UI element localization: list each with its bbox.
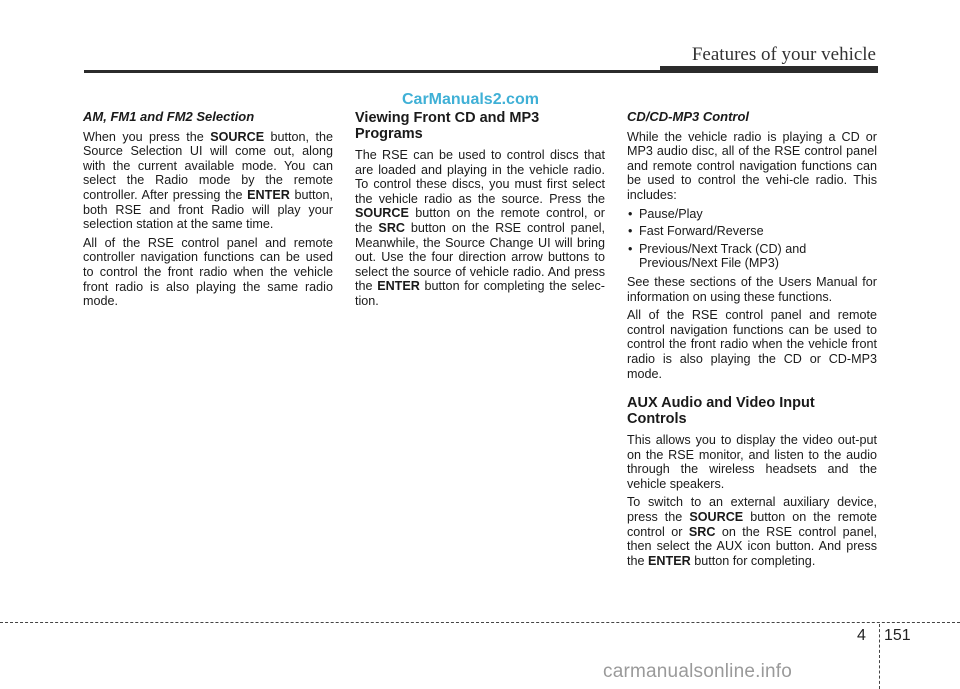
page-number: 151 — [884, 627, 911, 644]
footer-divider — [879, 624, 880, 689]
footer-rule — [0, 622, 960, 623]
section-heading-cd-control: CD/CD-MP3 Control — [627, 109, 750, 124]
list-item: • Fast Forward/Reverse — [627, 224, 877, 239]
paragraph-source-selection: When you press the SOURCE button, the Source Selection UI will come out, along with the current available mode. You can select the Radio mode by the remote controller. After pressing the ENTER button, both RSE and front Radio will play your selection station at the same time. — [83, 129, 333, 232]
paragraph-aux-display: This allows you to display the video out-put on the RSE monitor, and listen to the audio through the wireless headsets and the vehicle speakers. — [627, 433, 877, 491]
section-heading-am-fm: AM, FM1 and FM2 Selection — [83, 109, 255, 124]
section-heading-cd-mp3: Viewing Front CD and MP3 Programs — [355, 110, 540, 142]
watermark-top: CarManuals2.com — [402, 91, 539, 108]
paragraph-control-discs: The RSE can be used to control discs that are loaded and playing in the vehicle radio. To control these discs, you must first select the vehicle radio as the source. Press the SOURCE button on the remote control, or the SRC button on the RSE control panel, Meanwhile, the Source Change UI will bring out. Use the four direction arrow buttons to select the source of vehicle radio. And press the ENTER button for completing the selec-tion. — [355, 148, 605, 308]
list-item: • Previous/Next Track (CD) and Previous/Next File (MP3) — [627, 242, 877, 271]
header-title: Features of your vehicle — [691, 44, 876, 65]
column-right — [627, 110, 877, 572]
paragraph-front-radio-cd: All of the RSE control panel and remote control navigation functions can be used to control the front radio when the vehicle front radio is also playing the CD or CD-MP3 mode. — [627, 308, 877, 381]
column-middle — [355, 110, 605, 313]
header-rule-thick — [660, 66, 878, 73]
chapter-number: 4 — [857, 627, 866, 644]
header-rule — [84, 70, 660, 73]
paragraph-users-manual: See these sections of the Users Manual for information on using these functions. — [627, 274, 877, 304]
function-list — [627, 207, 877, 271]
paragraph-aux-switch: To switch to an external auxiliary device, press the SOURCE button on the remote control or SRC on the RSE control panel, then select the AUX icon button. And press the ENTER button for completing. — [627, 495, 877, 568]
paragraph-front-radio: All of the RSE control panel and remote controller navigation functions can be used to control the front radio when the vehicle front radio is also playing the same radio mode. — [83, 235, 333, 309]
paragraph-cd-control: While the vehicle radio is playing a CD or MP3 audio disc, all of the RSE control panel and remote control navigation functions can be used to control the vehi-cle radio. This includes: — [627, 129, 877, 202]
list-item: • Pause/Play — [627, 207, 877, 222]
section-heading-aux: AUX Audio and Video Input Controls — [627, 395, 815, 428]
column-left — [83, 110, 333, 313]
watermark-bottom: carmanualsonline.info — [603, 661, 793, 682]
